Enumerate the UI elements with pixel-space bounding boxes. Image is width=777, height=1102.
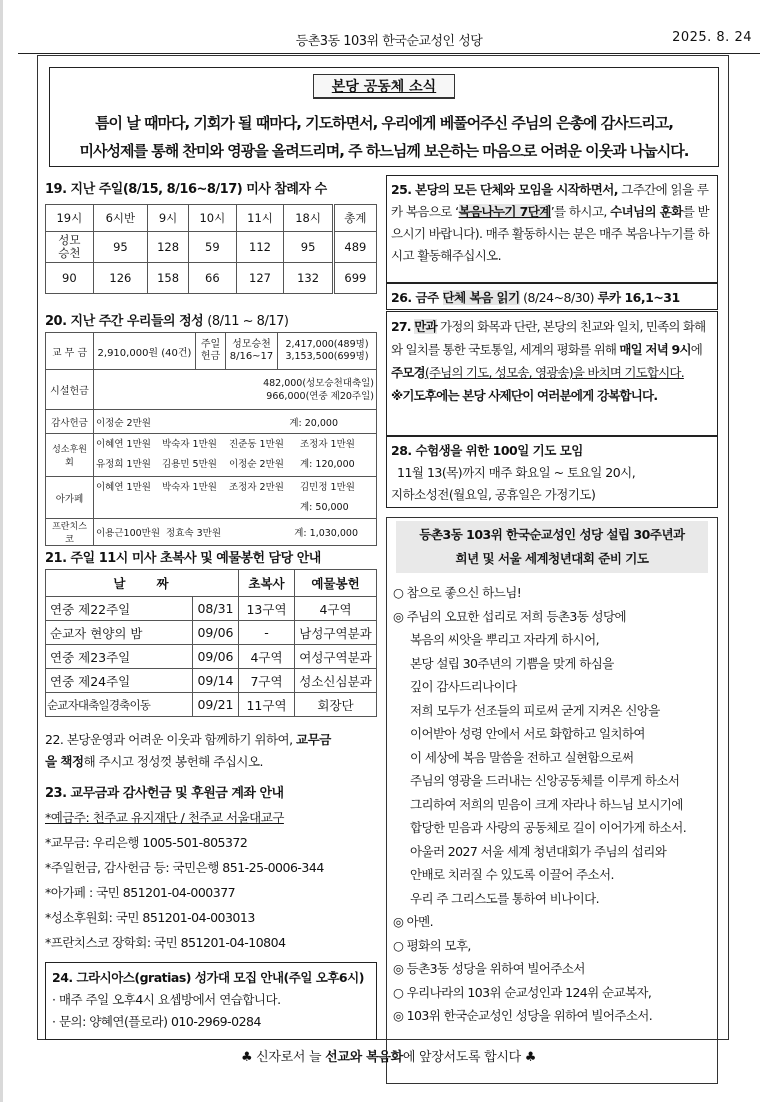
notice-title: 본당 공동체 소식 bbox=[313, 74, 455, 99]
footer-bold: 선교와 복음화 bbox=[325, 1050, 403, 1065]
prayer-body bbox=[393, 581, 715, 1028]
s25-text: 그주간에 읽을 루카 복음으로 ‘ bbox=[391, 182, 709, 219]
cell-total: 489 bbox=[333, 232, 376, 263]
value-vocation bbox=[94, 434, 377, 477]
account-line: *성소후원회: 국민 851201-04-003013 bbox=[45, 910, 255, 925]
label-thanks: 감사헌금 bbox=[46, 410, 94, 434]
cell: 성소신심분과 bbox=[295, 669, 377, 693]
cell: 연중 제24주일 bbox=[46, 669, 193, 693]
label-francis: 프란치스코 bbox=[46, 519, 94, 546]
prayer-line: 저희 모두가 선조들의 피로써 굳게 지켜온 신앙을 bbox=[410, 702, 660, 718]
mass-duty-table bbox=[45, 569, 377, 717]
s25-text: ’를 하시고, bbox=[550, 204, 611, 219]
section-22 bbox=[45, 729, 379, 772]
prayer-line: 합당한 믿음과 사랑의 공동체로 길이 이어가게 하소서. bbox=[410, 820, 687, 835]
left-divider bbox=[0, 0, 3, 1102]
value-sunday20: 3,153,500(699명) bbox=[285, 351, 369, 362]
header bbox=[18, 0, 760, 54]
section-20-title bbox=[45, 310, 288, 329]
s27-time: 매일 저녁 9시 bbox=[619, 342, 691, 357]
value-agape bbox=[94, 477, 377, 519]
value-assumption: 2,417,000(489명) bbox=[285, 339, 369, 350]
s26-text: 26. 금주 bbox=[391, 290, 443, 305]
label-assumption: 성모승천 8/16~17 bbox=[226, 333, 278, 370]
prayer-line: 깊이 감사드리나이다 bbox=[410, 679, 517, 694]
francis-names: 이용근100만원 정효속 3만원 bbox=[96, 528, 222, 539]
s28-line: 지하소성전(월요일, 공휴일은 가정기도) bbox=[391, 487, 596, 502]
cell: 126 bbox=[93, 263, 147, 294]
prayer-heading-1: 등촌3동 103위 한국순교성인 성당 설립 30주년과 bbox=[419, 527, 685, 542]
section-25-box bbox=[386, 175, 718, 283]
account-holder: *예금주: 천주교 유지재단 / 천주교 서울대교구 bbox=[45, 810, 284, 825]
community-notice-box bbox=[49, 67, 719, 167]
cell: 95 bbox=[284, 232, 333, 263]
th-date: 날 짜 bbox=[46, 570, 239, 597]
cell: 연중 제23주일 bbox=[46, 645, 193, 669]
donor: 박숙자 1만원 bbox=[162, 481, 217, 493]
section-21-title: 21. 주일 11시 미사 초복사 및 예물봉헌 담당 안내 bbox=[45, 551, 321, 566]
prayer-heading-2: 희년 및 서울 세계청년대회 준비 기도 bbox=[455, 551, 649, 566]
section-20-period: (8/11 ~ 8/17) bbox=[207, 314, 289, 329]
vocation-total: 계: 120,000 bbox=[300, 459, 355, 470]
s25-bold: 25. 본당의 모든 단체와 모임을 시작하면서, bbox=[391, 182, 618, 197]
parish-name: 등촌3동 103위 한국순교성인 성당 bbox=[295, 34, 483, 49]
cell: 128 bbox=[148, 232, 189, 263]
facility-value-1: 482,000(성모승천대축일) bbox=[263, 377, 374, 389]
cell: 132 bbox=[284, 263, 333, 294]
s28-title: 28. 수험생을 위한 100일 기도 모임 bbox=[391, 443, 583, 458]
donor: 유정희 1만원 bbox=[96, 459, 151, 470]
cell: 127 bbox=[236, 263, 284, 294]
donor: 박숙자 1만원 bbox=[162, 439, 217, 450]
choir-line: · 매주 주일 오후4시 요셉방에서 연습합니다. bbox=[52, 992, 281, 1007]
cell: 회장단 bbox=[295, 693, 377, 717]
s22-text-2: 해 주시고 정성껏 봉헌해 주십시오. bbox=[83, 753, 263, 769]
donor: 김민정 1만원 bbox=[300, 481, 355, 493]
cell: 순교자 현양의 밤 bbox=[46, 621, 193, 645]
value-facility bbox=[94, 370, 377, 410]
cell: 09/06 bbox=[193, 645, 239, 669]
section-23-title: 23. 교무금과 감사헌금 및 후원금 계좌 안내 bbox=[45, 786, 284, 801]
section-20-heading: 20. 지난 주간 우리들의 정성 bbox=[45, 314, 204, 329]
label-vocation: 성소후원회 bbox=[46, 434, 94, 477]
prayer-line: 아울러 2027 서울 세계 청년대회가 주님의 섭리와 bbox=[410, 843, 667, 859]
footer-text-2: 에 앞장서도록 합시다 ♣ bbox=[402, 1050, 537, 1065]
francis-total: 계: 1,030,000 bbox=[294, 528, 358, 539]
bulletin-date: 2025. 8. 24 bbox=[672, 30, 752, 45]
section-26-box bbox=[386, 283, 718, 310]
notice-line-1: 틈이 날 때마다, 기회가 될 때마다, 기도하면서, 우리에게 베풀어주신 주님의 은총에 감사드리고, bbox=[95, 114, 673, 132]
s27-note: ※기도후에는 본당 사제단이 여러분에게 강복합니다. bbox=[391, 388, 658, 403]
s22-text: 22. 본당운영과 어려운 이웃과 함께하기 위하여, bbox=[45, 732, 297, 747]
value-gyomu: 2,910,000원 (40건) bbox=[94, 333, 196, 370]
s25-text-2: 를 받으시기 바랍니다). 매주 활동하시는 분은 매주 복음나누기를 하시고 활동해주십시오. bbox=[391, 204, 710, 263]
table-row bbox=[46, 597, 377, 621]
label-gyomu: 교 무 금 bbox=[46, 333, 94, 370]
cell: 4구역 bbox=[295, 597, 377, 621]
s27-prayer: 주모경 bbox=[391, 365, 425, 380]
th-server: 초복사 bbox=[239, 570, 295, 597]
cell: 59 bbox=[189, 232, 237, 263]
s27-text: 가정의 화목과 단란, 본당의 친교와 일치, 민족의 화해와 일치를 통한 국토통일, 세계의 평화를 위해 bbox=[391, 319, 706, 357]
th-19: 19시 bbox=[46, 205, 94, 232]
cell: 158 bbox=[148, 263, 189, 294]
anniversary-prayer-box bbox=[386, 517, 718, 1084]
prayer-line: 주님의 영광을 드러내는 신앙공동체를 이루게 하소서 bbox=[410, 773, 680, 788]
donor: 진준동 1만원 bbox=[229, 439, 284, 450]
choir-box bbox=[45, 962, 377, 1040]
prayer-line: ◎ 103위 한국순교성인 성당을 위하여 빌어주소서. bbox=[393, 1008, 653, 1023]
cell: 09/21 bbox=[193, 693, 239, 717]
cell: 66 bbox=[189, 263, 237, 294]
th-offering: 예물봉헌 bbox=[295, 570, 377, 597]
s27-manna: 만과 bbox=[414, 319, 437, 334]
section-27-box bbox=[386, 311, 718, 436]
thanks-names: 이정순 2만원 bbox=[96, 417, 151, 429]
notice-line-2: 미사성제를 통해 찬미와 영광을 올려드리며, 주 하느님께 보은하는 마음으로 어려운 이웃과 나눕시다. bbox=[79, 142, 689, 160]
cell-total: 699 bbox=[333, 263, 376, 294]
content-frame bbox=[37, 55, 729, 1040]
thanks-total: 계: 20,000 bbox=[289, 417, 338, 429]
cell: 09/14 bbox=[193, 669, 239, 693]
agape-total: 계: 50,000 bbox=[300, 501, 349, 513]
account-line: *아가페 : 국민 851201-04-000377 bbox=[45, 885, 236, 900]
section-28-box bbox=[386, 436, 718, 508]
s26-reading: 루카 16,1~31 bbox=[597, 290, 680, 305]
th-10: 10시 bbox=[189, 205, 237, 232]
cell: 08/31 bbox=[193, 597, 239, 621]
prayer-line: 우리 주 그리스도를 통하여 비나이다. bbox=[410, 890, 599, 906]
cell: 95 bbox=[93, 232, 147, 263]
prayer-line: ◎ 아멘. bbox=[393, 914, 434, 929]
prayer-line: 이 세상에 복음 말씀을 전하고 실현함으로써 bbox=[410, 749, 634, 765]
cell: 남성구역분과 bbox=[295, 621, 377, 645]
th-630: 6시반 bbox=[93, 205, 147, 232]
cell: 13구역 bbox=[239, 597, 295, 621]
th-18: 18시 bbox=[284, 205, 333, 232]
cell: 112 bbox=[236, 232, 284, 263]
s27-text: 에 bbox=[690, 342, 703, 357]
s25-highlight: 복음나누기 7단계 bbox=[458, 204, 551, 219]
th-11: 11시 bbox=[236, 205, 284, 232]
s22-bold-2: 을 책정 bbox=[45, 753, 84, 769]
cell: - bbox=[239, 621, 295, 645]
row-label-assumption: 성모 승천 bbox=[46, 232, 94, 263]
table-row bbox=[46, 645, 377, 669]
s22-bold: 교무금 bbox=[296, 732, 331, 747]
th-9: 9시 bbox=[148, 205, 189, 232]
s27-num: 27. bbox=[391, 319, 415, 334]
cell: 순교자대축일경축이동 bbox=[46, 693, 193, 717]
account-line: *주일헌금, 감사헌금 등: 국민은행 851-25-0006-344 bbox=[45, 860, 324, 875]
donor: 이정순 2만원 bbox=[229, 459, 284, 470]
value-thanks bbox=[94, 410, 377, 434]
table-row bbox=[46, 669, 377, 693]
cell: 90 bbox=[46, 263, 94, 294]
table-row bbox=[46, 621, 377, 645]
cell: 11구역 bbox=[239, 693, 295, 717]
choir-title: 24. 그라시아스(gratias) 성가대 모집 안내(주일 오후6시) bbox=[52, 970, 364, 985]
facility-value-2: 966,000(연중 제20주일) bbox=[266, 390, 374, 402]
label-agape: 아가페 bbox=[46, 477, 94, 519]
prayer-line: ◎ 주님의 오묘한 섭리로 저희 등촌3동 성당에 bbox=[393, 608, 626, 624]
th-total: 총계 bbox=[333, 205, 376, 232]
donor: 김용민 5만원 bbox=[162, 459, 217, 470]
prayer-line: ○ 평화의 모후, bbox=[393, 937, 471, 953]
prayer-line: 복음의 씨앗을 뿌리고 자라게 하시어, bbox=[410, 632, 599, 647]
prayer-line: 이어받아 성령 안에서 서로 화합하고 일치하여 bbox=[410, 726, 645, 741]
s27-text-2: (주님의 기도, 성모송, 영광송)을 바치며 기도합시다. bbox=[424, 365, 684, 380]
section-19-title: 19. 지난 주일(8/15, 8/16~8/17) 미사 참례자 수 bbox=[45, 182, 327, 197]
cell: 연중 제22주일 bbox=[46, 597, 193, 621]
donor: 이혜연 1만원 bbox=[96, 481, 151, 493]
prayer-heading bbox=[396, 521, 708, 573]
cell: 4구역 bbox=[239, 645, 295, 669]
donor: 이혜연 1만원 bbox=[96, 439, 151, 450]
label-sunday: 주일 헌금 bbox=[196, 333, 226, 370]
account-line: *교무금: 우리은행 1005-501-805372 bbox=[45, 835, 248, 850]
prayer-line: 본당 설립 30주년의 기쁨을 맞게 하심을 bbox=[410, 655, 614, 671]
value-francis bbox=[94, 519, 377, 546]
prayer-line: ◎ 등촌3동 성당을 위하여 빌어주소서 bbox=[393, 961, 585, 976]
prayer-line: ○ 우리나라의 103위 순교성인과 124위 순교복자, bbox=[393, 984, 652, 1000]
donor: 조정자 2만원 bbox=[229, 481, 284, 493]
prayer-line: 안배로 치러질 수 있도록 이끌어 주소서. bbox=[410, 867, 614, 882]
s26-highlight: 단체 복음 읽기 bbox=[442, 290, 520, 305]
donor: 조정자 1만원 bbox=[300, 439, 355, 450]
footer-motto bbox=[0, 1046, 777, 1065]
cell: 7구역 bbox=[239, 669, 295, 693]
s28-line: 11월 13(목)까지 매주 화요일 ~ 토요일 20시, bbox=[397, 465, 636, 480]
table-row bbox=[46, 693, 377, 717]
value-sunday bbox=[278, 333, 377, 370]
s25-bold-2: 수녀님의 훈화 bbox=[610, 204, 683, 219]
cell: 여성구역분과 bbox=[295, 645, 377, 669]
s26-dates: (8/24~8/30) bbox=[519, 290, 598, 305]
prayer-line: 그리하여 저희의 믿음이 크게 자라나 하느님 보시기에 bbox=[410, 796, 683, 812]
cell: 09/06 bbox=[193, 621, 239, 645]
footer-text: ♣ 신자로서 늘 bbox=[240, 1050, 326, 1065]
attendance-table bbox=[45, 204, 377, 294]
choir-line: · 문의: 양혜연(플로라) 010-2969-0284 bbox=[52, 1014, 261, 1029]
offerings-table bbox=[45, 332, 377, 546]
account-line: *프란치스코 장학회: 국민 851201-04-10804 bbox=[45, 935, 286, 950]
prayer-line: ○ 참으로 좋으신 하느님! bbox=[393, 585, 522, 600]
label-facility: 시설헌금 bbox=[46, 370, 94, 410]
